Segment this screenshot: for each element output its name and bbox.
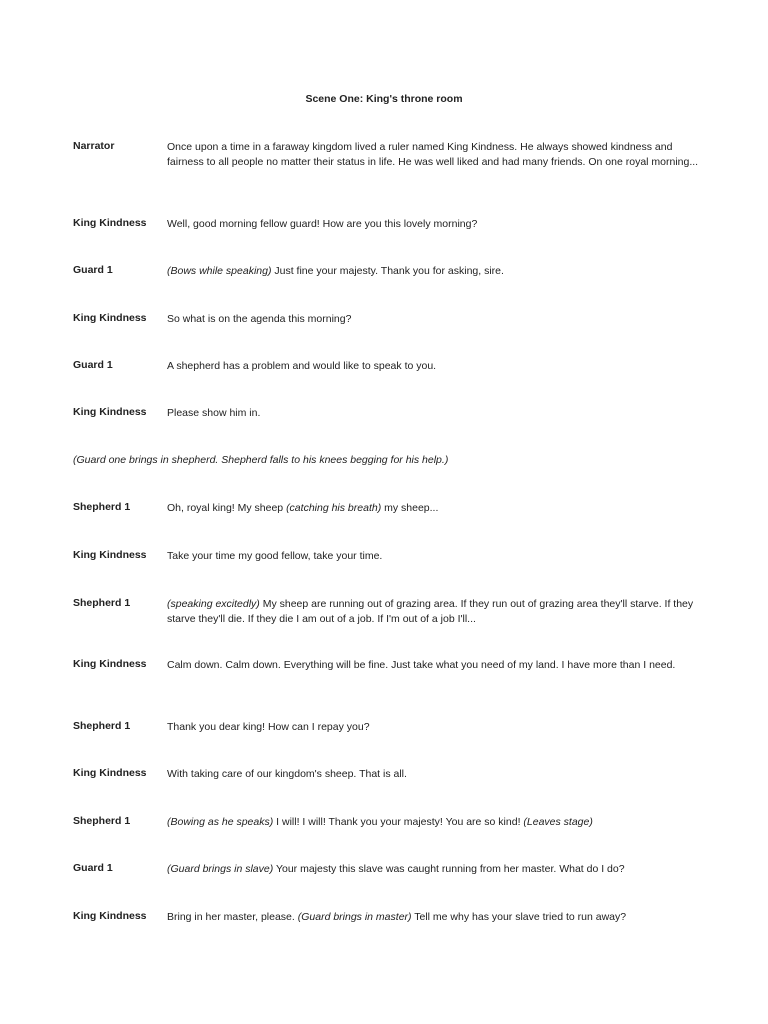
- speaker-name: King Kindness: [73, 767, 147, 779]
- speaker-name: Shepherd 1: [73, 501, 131, 513]
- dialogue-segment: Tell me why has your slave tried to run away?: [411, 911, 627, 923]
- speaker-name: King Kindness: [73, 312, 147, 324]
- stage-direction: (Guard brings in slave): [167, 863, 274, 875]
- dialogue-text: [167, 815, 701, 830]
- speaker-name: Guard 1: [73, 264, 113, 276]
- dialogue-segment: Your majesty this slave was caught running from her master. What do I do?: [273, 863, 625, 875]
- dialogue-text: Thank you dear king! How can I repay you?: [167, 721, 370, 733]
- speaker-name: King Kindness: [73, 217, 147, 229]
- dialogue-text: [167, 597, 701, 627]
- speaker-name: Shepherd 1: [73, 597, 131, 609]
- stage-direction: (Bowing as he speaks): [167, 816, 274, 828]
- stage-direction: (Bows while speaking): [167, 265, 272, 277]
- dialogue-text: Once upon a time in a faraway kingdom lived a ruler named King Kindness. He always showed kindness and fairness to all people no matter their status in life. He was well liked and had many friends. On one royal morning...: [167, 141, 699, 168]
- speaker-name: Narrator: [73, 140, 115, 152]
- dialogue-text: [167, 862, 701, 877]
- dialogue-text: Take your time my good fellow, take your time.: [167, 550, 383, 562]
- dialogue-segment: I will! I will! Thank you your majesty! You are so kind!: [273, 816, 524, 828]
- dialogue-text: Calm down. Calm down. Everything will be fine. Just take what you need of my land. I have more than I need.: [167, 659, 676, 671]
- stage-direction-line: (Guard one brings in shepherd. Shepherd falls to his knees begging for his help.): [73, 454, 449, 466]
- dialogue-segment: Oh, royal king! My sheep: [167, 502, 287, 514]
- speaker-name: King Kindness: [73, 910, 147, 922]
- speaker-name: King Kindness: [73, 549, 147, 561]
- page-title: Scene One: King's throne room: [305, 93, 463, 105]
- speaker-name: Guard 1: [73, 359, 113, 371]
- stage-direction: (catching his breath): [286, 502, 382, 514]
- speaker-name: Shepherd 1: [73, 720, 131, 732]
- stage-direction: (speaking excitedly): [167, 598, 260, 610]
- dialogue-text: A shepherd has a problem and would like to speak to you.: [167, 360, 437, 372]
- dialogue-text: So what is on the agenda this morning?: [167, 313, 352, 325]
- dialogue-text: Well, good morning fellow guard! How are you this lovely morning?: [167, 218, 478, 230]
- speaker-name: King Kindness: [73, 658, 147, 670]
- dialogue-segment: Just fine your majesty. Thank you for asking, sire.: [271, 265, 504, 277]
- dialogue-text: With taking care of our kingdom's sheep. That is all.: [167, 768, 407, 780]
- dialogue-text: Please show him in.: [167, 407, 261, 419]
- dialogue-segment: Bring in her master, please.: [167, 911, 298, 923]
- speaker-name: King Kindness: [73, 406, 147, 418]
- dialogue-text: [167, 501, 701, 516]
- dialogue-segment: My sheep are running out of grazing area. If they run out of grazing area they'll starve. If they starve they'll die. If they die I am out of a job. If I'm out of a job I'll...: [167, 598, 694, 625]
- dialogue-text: [167, 910, 701, 925]
- dialogue-text: [167, 264, 701, 279]
- dialogue-segment: my sheep...: [381, 502, 439, 514]
- stage-direction: (Leaves stage): [523, 816, 593, 828]
- stage-direction: (Guard brings in master): [297, 911, 412, 923]
- speaker-name: Shepherd 1: [73, 815, 131, 827]
- speaker-name: Guard 1: [73, 862, 113, 874]
